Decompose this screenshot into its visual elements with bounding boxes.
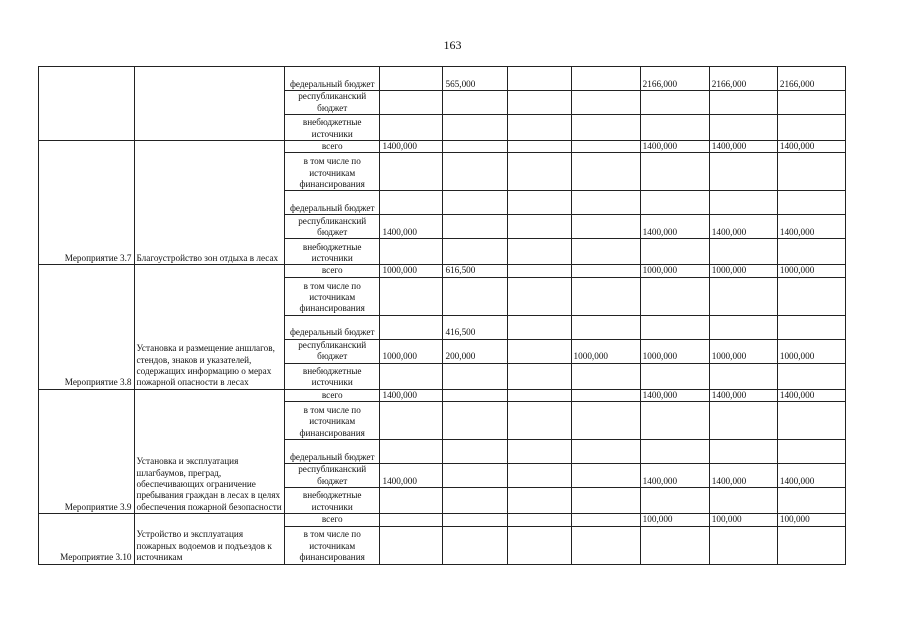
amount-cell-col-7 (777, 277, 845, 315)
amount-cell-col-2 (443, 153, 507, 191)
measure-name: Мероприятие 3.7 (39, 141, 135, 265)
amount-cell-col-7: 1400,000 (777, 389, 845, 401)
funding-source-label: внебюджетные источники (284, 488, 380, 514)
amount-cell-col-7: 1400,000 (777, 464, 845, 488)
amount-cell-col-4 (571, 153, 640, 191)
amount-cell-col-3 (507, 67, 571, 91)
amount-cell-col-5 (640, 91, 709, 115)
amount-cell-col-5 (640, 440, 709, 464)
amount-cell-col-3 (507, 514, 571, 526)
amount-cell-col-3 (507, 339, 571, 363)
amount-cell-col-1 (380, 315, 443, 339)
amount-cell-col-7 (777, 488, 845, 514)
measure-title (134, 67, 284, 141)
amount-cell-col-3 (507, 153, 571, 191)
budget-table (38, 66, 846, 565)
amount-cell-col-5: 2166,000 (640, 67, 709, 91)
amount-cell-col-7 (777, 526, 845, 564)
amount-cell-col-4 (571, 239, 640, 265)
amount-cell-col-2 (443, 514, 507, 526)
amount-cell-col-4 (571, 464, 640, 488)
amount-cell-col-2 (443, 215, 507, 239)
funding-source-label: республиканский бюджет (284, 339, 380, 363)
funding-source-label: внебюджетные источники (284, 115, 380, 141)
amount-cell-col-6 (709, 239, 777, 265)
amount-cell-col-2: 565,000 (443, 67, 507, 91)
funding-source-label: внебюджетные источники (284, 239, 380, 265)
amount-cell-col-4 (571, 115, 640, 141)
funding-source-label: внебюджетные источники (284, 363, 380, 389)
amount-cell-col-1 (380, 363, 443, 389)
measure-name: Мероприятие 3.9 (39, 389, 135, 513)
amount-cell-col-6: 1000,000 (709, 265, 777, 277)
measure-title: Установка и эксплуатация шлагбаумов, преград, обеспечивающих ограничение пребывания граждан в лесах в целях обеспечения пожарной безопасности (134, 389, 284, 513)
amount-cell-col-1 (380, 277, 443, 315)
amount-cell-col-1: 1400,000 (380, 215, 443, 239)
amount-cell-col-6 (709, 115, 777, 141)
amount-cell-col-2: 616,500 (443, 265, 507, 277)
amount-cell-col-4 (571, 389, 640, 401)
amount-cell-col-1 (380, 440, 443, 464)
measure-title: Благоустройство зон отдыха в лесах (134, 141, 284, 265)
amount-cell-col-5: 1000,000 (640, 265, 709, 277)
amount-cell-col-5: 1400,000 (640, 389, 709, 401)
amount-cell-col-3 (507, 402, 571, 440)
amount-cell-col-1 (380, 239, 443, 265)
amount-cell-col-4 (571, 514, 640, 526)
amount-cell-col-6: 1400,000 (709, 141, 777, 153)
amount-cell-col-3 (507, 440, 571, 464)
amount-cell-col-4 (571, 440, 640, 464)
amount-cell-col-6: 1000,000 (709, 339, 777, 363)
amount-cell-col-2 (443, 389, 507, 401)
amount-cell-col-5 (640, 277, 709, 315)
measure-title: Устройство и эксплуатация пожарных водоемов и подъездов к источникам (134, 514, 284, 564)
amount-cell-col-1: 1000,000 (380, 339, 443, 363)
amount-cell-col-4: 1000,000 (571, 339, 640, 363)
amount-cell-col-4 (571, 488, 640, 514)
funding-source-label: республиканский бюджет (284, 215, 380, 239)
measure-name: Мероприятие 3.8 (39, 265, 135, 389)
amount-cell-col-4 (571, 402, 640, 440)
amount-cell-col-2 (443, 115, 507, 141)
amount-cell-col-6 (709, 91, 777, 115)
amount-cell-col-5: 100,000 (640, 514, 709, 526)
amount-cell-col-2 (443, 363, 507, 389)
amount-cell-col-4 (571, 526, 640, 564)
amount-cell-col-1: 1400,000 (380, 389, 443, 401)
amount-cell-col-7: 100,000 (777, 514, 845, 526)
amount-cell-col-3 (507, 191, 571, 215)
amount-cell-col-1 (380, 402, 443, 440)
amount-cell-col-5 (640, 363, 709, 389)
amount-cell-col-4 (571, 265, 640, 277)
funding-source-label: в том числе по источникам финансирования (284, 153, 380, 191)
amount-cell-col-7 (777, 402, 845, 440)
funding-source-label: республиканский бюджет (284, 91, 380, 115)
amount-cell-col-6: 1400,000 (709, 464, 777, 488)
funding-source-label: в том числе по источникам финансирования (284, 277, 380, 315)
amount-cell-col-3 (507, 488, 571, 514)
amount-cell-col-3 (507, 91, 571, 115)
amount-cell-col-6 (709, 191, 777, 215)
amount-cell-col-7: 2166,000 (777, 67, 845, 91)
amount-cell-col-3 (507, 277, 571, 315)
amount-cell-col-2 (443, 141, 507, 153)
amount-cell-col-7 (777, 115, 845, 141)
amount-cell-col-2 (443, 464, 507, 488)
amount-cell-col-7 (777, 363, 845, 389)
amount-cell-col-7 (777, 153, 845, 191)
amount-cell-col-7: 1000,000 (777, 339, 845, 363)
amount-cell-col-6 (709, 402, 777, 440)
amount-cell-col-2: 416,500 (443, 315, 507, 339)
measure-name (39, 67, 135, 141)
measure-title: Установка и размещение аншлагов, стендов, знаков и указателей, содержащих информацию о мерах пожарной опасности в лесах (134, 265, 284, 389)
amount-cell-col-1 (380, 67, 443, 91)
amount-cell-col-5: 1400,000 (640, 464, 709, 488)
amount-cell-col-6: 100,000 (709, 514, 777, 526)
amount-cell-col-1 (380, 514, 443, 526)
measure-name: Мероприятие 3.10 (39, 514, 135, 564)
amount-cell-col-3 (507, 265, 571, 277)
amount-cell-col-2: 200,000 (443, 339, 507, 363)
table-row (39, 265, 846, 277)
amount-cell-col-1 (380, 115, 443, 141)
amount-cell-col-5 (640, 191, 709, 215)
amount-cell-col-2 (443, 239, 507, 265)
amount-cell-col-6 (709, 526, 777, 564)
amount-cell-col-5 (640, 526, 709, 564)
amount-cell-col-3 (507, 526, 571, 564)
amount-cell-col-2 (443, 526, 507, 564)
amount-cell-col-7 (777, 91, 845, 115)
amount-cell-col-3 (507, 389, 571, 401)
amount-cell-col-4 (571, 277, 640, 315)
funding-source-label: всего (284, 389, 380, 401)
amount-cell-col-1 (380, 91, 443, 115)
amount-cell-col-2 (443, 191, 507, 215)
amount-cell-col-4 (571, 141, 640, 153)
amount-cell-col-1 (380, 526, 443, 564)
amount-cell-col-4 (571, 363, 640, 389)
funding-source-label: всего (284, 265, 380, 277)
amount-cell-col-4 (571, 215, 640, 239)
amount-cell-col-7 (777, 315, 845, 339)
amount-cell-col-5: 1000,000 (640, 339, 709, 363)
funding-source-label: в том числе по источникам финансирования (284, 526, 380, 564)
amount-cell-col-3 (507, 464, 571, 488)
funding-source-label: в том числе по источникам финансирования (284, 402, 380, 440)
amount-cell-col-6: 1400,000 (709, 389, 777, 401)
amount-cell-col-1 (380, 153, 443, 191)
amount-cell-col-7 (777, 239, 845, 265)
amount-cell-col-3 (507, 315, 571, 339)
amount-cell-col-6 (709, 315, 777, 339)
funding-source-label: федеральный бюджет (284, 315, 380, 339)
table-row (39, 67, 846, 91)
amount-cell-col-6 (709, 488, 777, 514)
amount-cell-col-5 (640, 115, 709, 141)
funding-source-label: федеральный бюджет (284, 440, 380, 464)
amount-cell-col-2 (443, 440, 507, 464)
amount-cell-col-2 (443, 277, 507, 315)
amount-cell-col-6 (709, 153, 777, 191)
amount-cell-col-2 (443, 402, 507, 440)
amount-cell-col-5 (640, 239, 709, 265)
table-row (39, 514, 846, 526)
amount-cell-col-1: 1000,000 (380, 265, 443, 277)
amount-cell-col-5 (640, 153, 709, 191)
amount-cell-col-5 (640, 488, 709, 514)
amount-cell-col-5 (640, 402, 709, 440)
amount-cell-col-1 (380, 191, 443, 215)
page-number: 163 (443, 38, 462, 52)
funding-source-label: всего (284, 141, 380, 153)
amount-cell-col-6: 2166,000 (709, 67, 777, 91)
amount-cell-col-4 (571, 315, 640, 339)
amount-cell-col-1: 1400,000 (380, 141, 443, 153)
amount-cell-col-3 (507, 115, 571, 141)
amount-cell-col-6: 1400,000 (709, 215, 777, 239)
amount-cell-col-5 (640, 315, 709, 339)
amount-cell-col-3 (507, 363, 571, 389)
amount-cell-col-5: 1400,000 (640, 141, 709, 153)
amount-cell-col-7: 1400,000 (777, 215, 845, 239)
amount-cell-col-6 (709, 363, 777, 389)
amount-cell-col-7: 1400,000 (777, 141, 845, 153)
funding-source-label: республиканский бюджет (284, 464, 380, 488)
amount-cell-col-4 (571, 191, 640, 215)
amount-cell-col-7: 1000,000 (777, 265, 845, 277)
amount-cell-col-6 (709, 440, 777, 464)
funding-source-label: федеральный бюджет (284, 191, 380, 215)
amount-cell-col-2 (443, 91, 507, 115)
amount-cell-col-1 (380, 488, 443, 514)
amount-cell-col-2 (443, 488, 507, 514)
amount-cell-col-7 (777, 440, 845, 464)
amount-cell-col-7 (777, 191, 845, 215)
amount-cell-col-5: 1400,000 (640, 215, 709, 239)
amount-cell-col-3 (507, 239, 571, 265)
funding-source-label: всего (284, 514, 380, 526)
amount-cell-col-6 (709, 277, 777, 315)
amount-cell-col-1: 1400,000 (380, 464, 443, 488)
amount-cell-col-4 (571, 91, 640, 115)
table-row (39, 389, 846, 401)
amount-cell-col-3 (507, 141, 571, 153)
amount-cell-col-4 (571, 67, 640, 91)
table-row (39, 141, 846, 153)
funding-source-label: федеральный бюджет (284, 67, 380, 91)
amount-cell-col-3 (507, 215, 571, 239)
